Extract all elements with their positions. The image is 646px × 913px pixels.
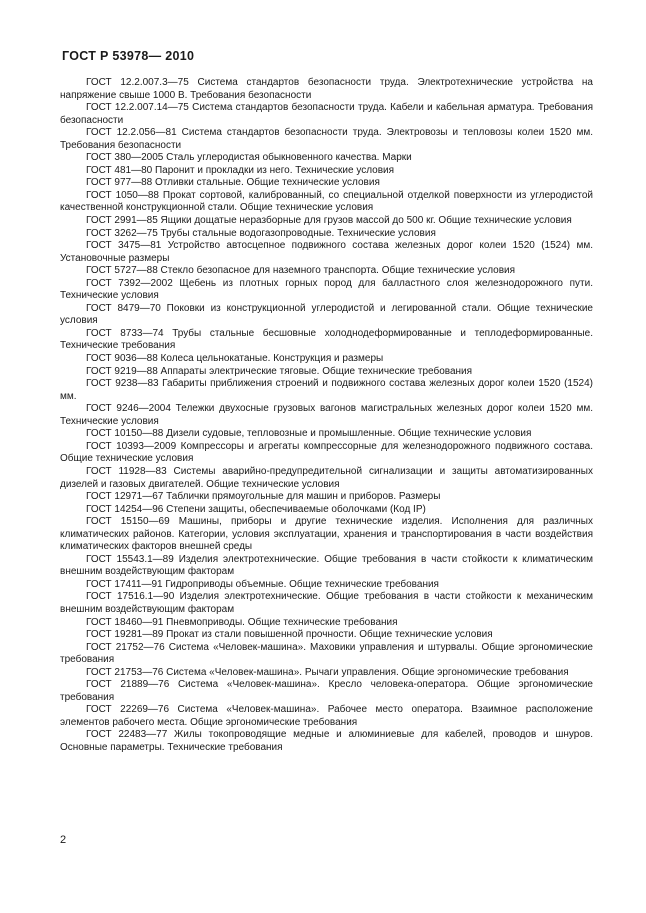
reference-entry: ГОСТ 22269—76 Система «Человек-машина». Рабочее место оператора. Взаимное расположение элементов рабочего места. Общие эргономические требования (60, 704, 593, 728)
reference-entry: ГОСТ 21753—76 Система «Человек-машина». Рычаги управления. Общие эргономические требования (86, 666, 569, 678)
reference-entry: ГОСТ 17411—91 Гидроприводы объемные. Общие технические требования (86, 578, 439, 590)
reference-entry: ГОСТ 15150—69 Машины, приборы и другие технические изделия. Исполнения для различных климатических районов. Категории, условия эксплуатации, хранения и транспортирования в части воздействия климатических факторов внешней среды (60, 516, 593, 553)
reference-entry: ГОСТ 10150—88 Дизели судовые, тепловозные и промышленные. Общие технические условия (86, 428, 532, 440)
reference-entry: ГОСТ 2991—85 Ящики дощатые неразборные для грузов массой до 500 кг. Общие технические условия (86, 215, 572, 227)
reference-entry: ГОСТ 481—80 Паронит и прокладки из него. Технические условия (86, 164, 395, 176)
page-number: 2 (60, 834, 67, 846)
reference-entry: ГОСТ 9036—88 Колеса цельнокатаные. Конструкция и размеры (86, 353, 384, 365)
reference-entry: ГОСТ 977—88 Отливки стальные. Общие технические условия (86, 177, 380, 189)
reference-entry: ГОСТ 14254—96 Степени защиты, обеспечиваемые оболочками (Код IP) (86, 503, 426, 515)
reference-entry: ГОСТ 8733—74 Трубы стальные бесшовные холоднодеформированные и теплодеформированные. Технические требования (60, 327, 593, 352)
reference-entry: ГОСТ 7392—2002 Щебень из плотных горных пород для балластного слоя железнодорожного пути. Технические условия (60, 277, 593, 302)
page-header: ГОСТ Р 53978— 2010 (62, 49, 195, 63)
reference-entry: ГОСТ 12.2.007.3—75 Система стандартов безопасности труда. Электротехнические устройства на напряжение свыше 1000 В. Требования безопасности (60, 77, 593, 101)
reference-entry: ГОСТ 15543.1—89 Изделия электротехнические. Общие требования в части стойкости к климатическим внешним воздействующим факторам (60, 553, 593, 578)
normative-references-list (60, 77, 593, 755)
reference-entry: ГОСТ 9238—83 Габариты приближения строений и подвижного состава железных дорог колеи 1520 (1524) мм. (60, 378, 593, 402)
reference-entry: ГОСТ 18460—91 Пневмоприводы. Общие технические требования (86, 616, 398, 628)
reference-entry: ГОСТ 9219—88 Аппараты электрические тяговые. Общие технические требования (86, 365, 473, 377)
reference-entry: ГОСТ 5727—88 Стекло безопасное для наземного транспорта. Общие технические условия (86, 265, 516, 277)
reference-entry: ГОСТ 22483—77 Жилы токопроводящие медные и алюминиевые для кабелей, проводов и шнуров. Основные параметры. Технические требования (60, 729, 593, 753)
reference-entry: ГОСТ 17516.1—90 Изделия электротехнические. Общие требования в части стойкости к механическим внешним воздействующим факторам (60, 591, 593, 615)
reference-entry: ГОСТ 19281—89 Прокат из стали повышенной прочности. Общие технические условия (86, 629, 493, 641)
reference-entry: ГОСТ 3475—81 Устройство автосцепное подвижного состава железных дорог колеи 1520 (1524) мм. Установочные размеры (60, 240, 593, 264)
reference-entry: ГОСТ 9246—2004 Тележки двухосные грузовых вагонов магистральных железных дорог колеи 1520 мм. Технические условия (60, 403, 593, 427)
reference-entry: ГОСТ 8479—70 Поковки из конструкционной углеродистой и легированной стали. Общие технические условия (60, 302, 593, 327)
reference-entry: ГОСТ 12.2.056—81 Система стандартов безопасности труда. Электровозы и тепловозы колеи 1520 мм. Требования безопасности (60, 127, 593, 151)
reference-entry: ГОСТ 10393—2009 Компрессоры и агрегаты компрессорные для железнодорожного подвижного состава. Общие технические условия (60, 440, 593, 465)
reference-entry: ГОСТ 12.2.007.14—75 Система стандартов безопасности труда. Кабели и кабельная арматура. Требования безопасности (60, 102, 593, 126)
reference-entry: ГОСТ 21752—76 Система «Человек-машина». Маховики управления и штурвалы. Общие эргономические требования (60, 641, 593, 666)
reference-entry: ГОСТ 380—2005 Сталь углеродистая обыкновенного качества. Марки (86, 152, 412, 164)
reference-entry: ГОСТ 21889—76 Система «Человек-машина». Кресло человека-оператора. Общие эргономические требования (60, 679, 593, 703)
reference-entry: ГОСТ 12971—67 Таблички прямоугольные для машин и приборов. Размеры (86, 491, 441, 503)
reference-entry: ГОСТ 3262—75 Трубы стальные водогазопроводные. Технические условия (86, 227, 436, 239)
reference-entry: ГОСТ 1050—88 Прокат сортовой, калиброванный, со специальной отделкой поверхности из углеродистой качественной конструкционной стали. Общие технические условия (60, 189, 593, 214)
reference-entry: ГОСТ 11928—83 Системы аварийно-предупредительной сигнализации и защиты автоматизированных дизелей и газовых двигателей. Общие технические условия (60, 465, 593, 490)
